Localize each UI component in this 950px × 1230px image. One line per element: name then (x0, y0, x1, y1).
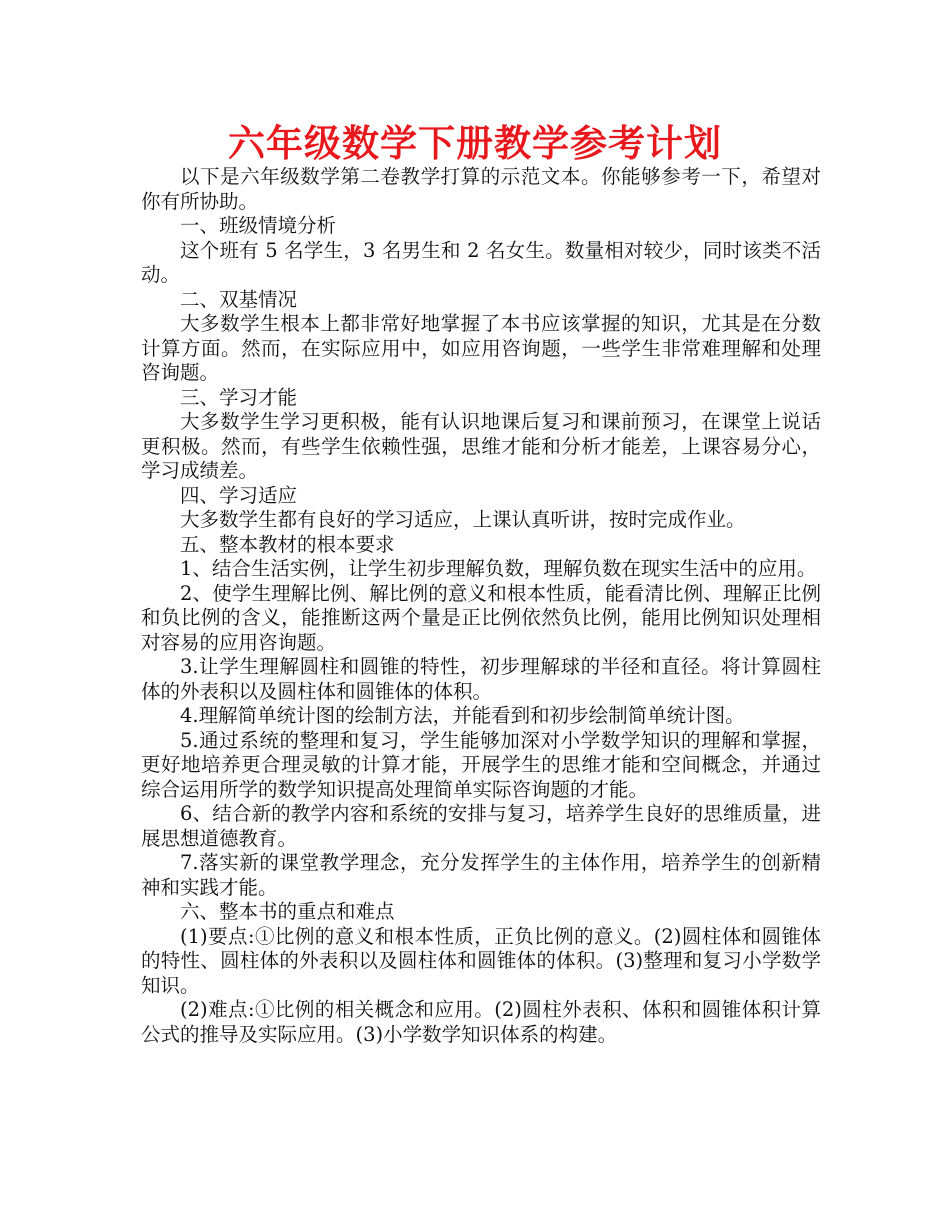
body-paragraph: 大多数学生都有良好的学习适应，上课认真听讲，按时完成作业。 (180, 508, 746, 531)
list-item: 4.理解简单统计图的绘制方法，并能看到和初步绘制简单统计图。 (180, 704, 745, 727)
document-body (141, 165, 821, 1047)
section-heading: 二、双基情况 (180, 287, 298, 311)
list-item: 5.通过系统的整理和复习，学生能够加深对小学数学知识的理解和掌握，更好地培养更合理灵敏的计算才能，开展学生的思维才能和空间概念，并通过综合运用所学的数学知识提高处理简单实际咨询题的才能。 (141, 728, 821, 801)
list-item: 2、使学生理解比例、解比例的意义和根本性质，能看清比例、理解正比例和负比例的含义，能推断这两个量是正比例依然负比例，能用比例知识处理相对容易的应用咨询题。 (141, 581, 821, 654)
section-heading: 三、学习才能 (180, 385, 298, 409)
section-heading: 一、班级情境分析 (180, 214, 337, 237)
section-heading: 六、整本书的重点和难点 (180, 900, 395, 923)
list-item: 3.让学生理解圆柱和圆锥的特性，初步理解球的半径和直径。将计算圆柱体的外表积以及圆柱体和圆锥体的体积。 (141, 655, 821, 703)
body-paragraph: 大多数学生根本上都非常好地掌握了本书应该掌握的知识，尤其是在分数计算方面。然而，在实际应用中，如应用咨询题，一些学生非常难理解和处理咨询题。 (141, 312, 821, 384)
document-title: 六年级数学下册教学参考计划 (228, 122, 722, 165)
list-item: 7.落实新的课堂教学理念，充分发挥学生的主体作用，培养学生的创新精神和实践才能。 (141, 851, 821, 899)
key-points-paragraph: (1)要点:①比例的意义和根本性质，正负比例的意义。(2)圆柱体和圆锥体的特性、圆柱体的外表积以及圆柱体和圆锥体的体积。(3)整理和复习小学数学知识。 (141, 924, 821, 997)
intro-paragraph: 以下是六年级数学第二卷教学打算的示范文本。你能够参考一下，希望对你有所协助。 (141, 165, 821, 213)
list-item: 1、结合生活实例，让学生初步理解负数，理解负数在现实生活中的应用。 (180, 557, 817, 580)
body-paragraph: 大多数学生学习更积极，能有认识地课后复习和课前预习，在课堂上说话更积极。然而，有些学生依赖性强，思维才能和分析才能差，上课容易分心，学习成绩差。 (141, 410, 821, 482)
section-heading: 五、整本教材的根本要求 (180, 532, 395, 556)
section-heading: 四、学习适应 (180, 483, 298, 507)
body-paragraph: 这个班有 5 名学生，3 名男生和 2 名女生。数量相对较少，同时该类不活动。 (141, 238, 821, 286)
difficulties-paragraph: (2)难点:①比例的相关概念和应用。(2)圆柱外表积、体积和圆锥体积计算公式的推导及实际应用。(3)小学数学知识体系的构建。 (141, 998, 821, 1046)
list-item: 6、结合新的教学内容和系统的安排与复习，培养学生良好的思维质量，进展思想道德教育。 (141, 802, 821, 850)
